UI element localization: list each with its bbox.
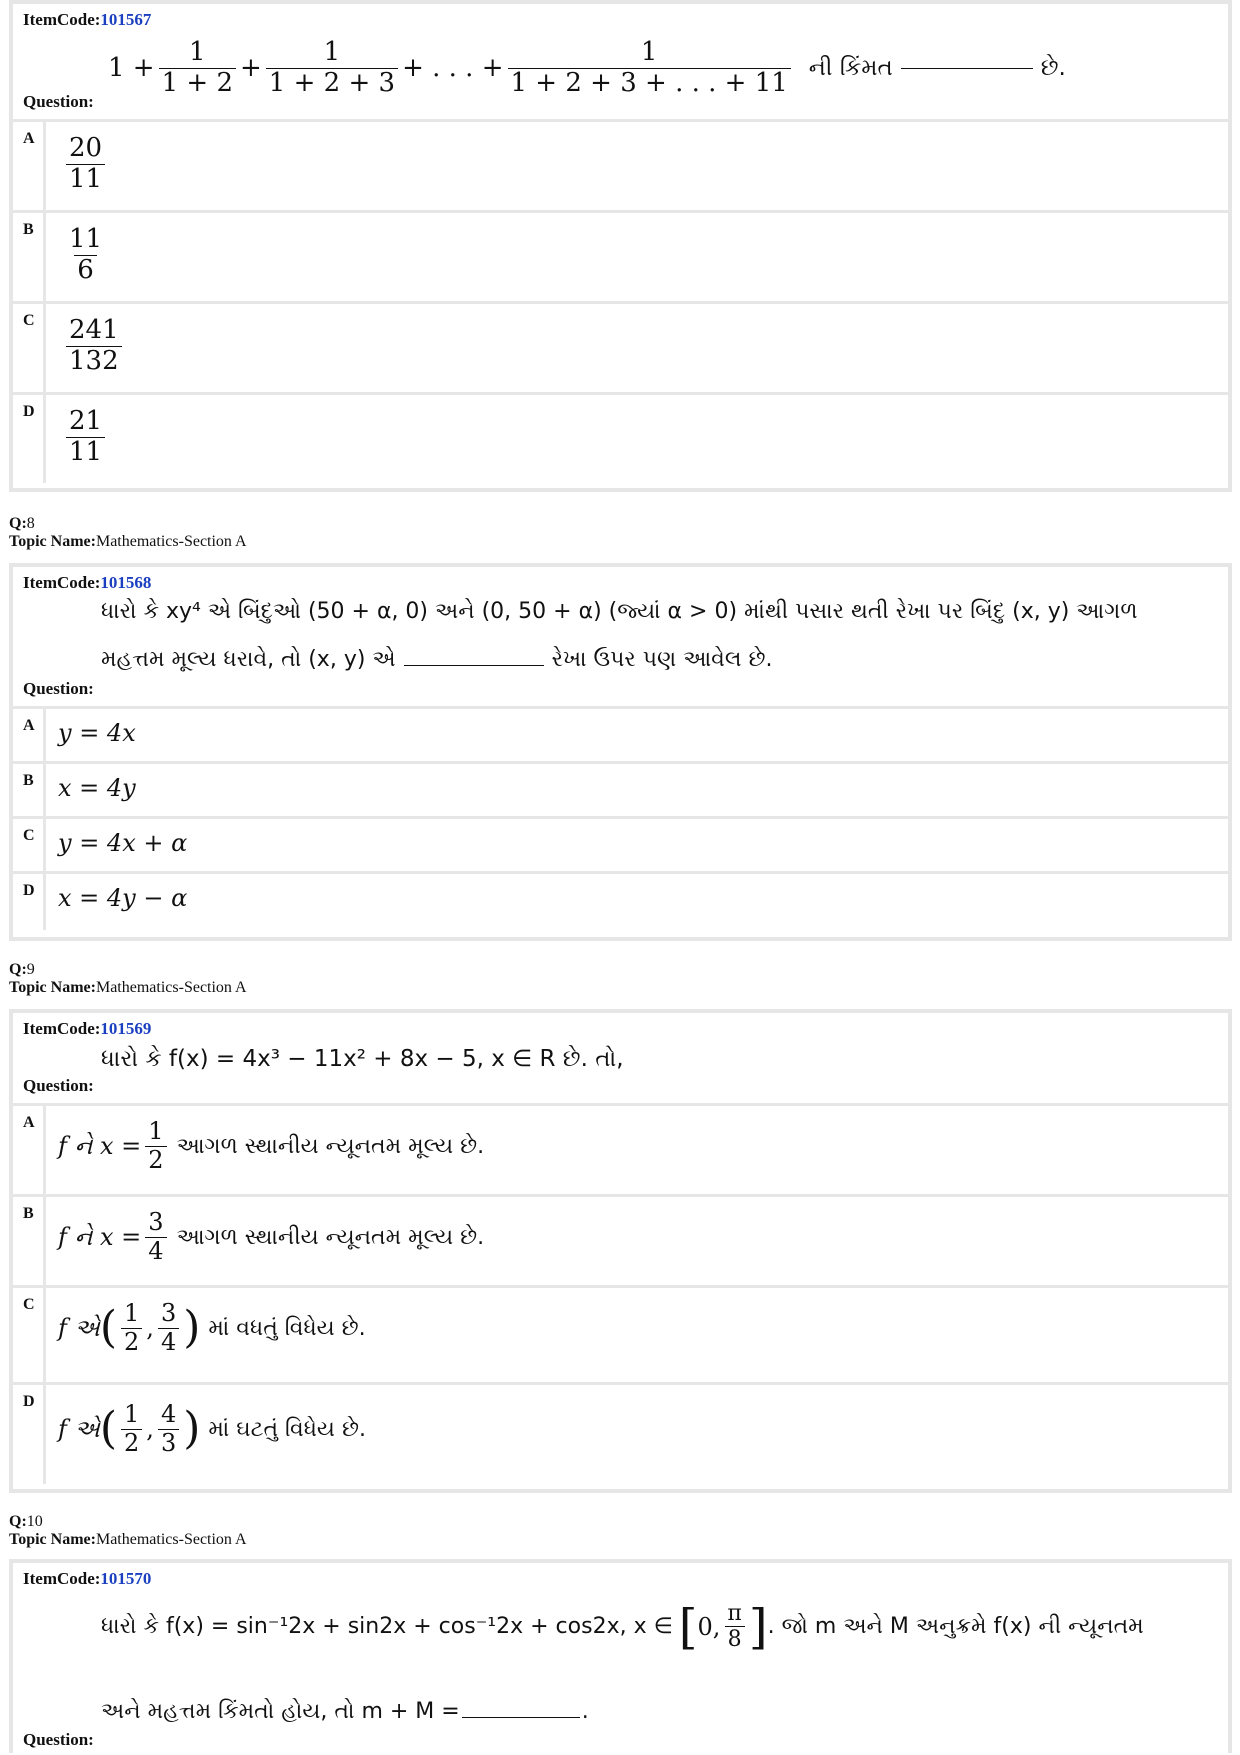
option-letter: C [23, 312, 35, 329]
item-code-value: 101567 [100, 10, 152, 29]
option-letter: C [23, 1296, 35, 1313]
option-value: $\frac{20}{11}$ [66, 134, 105, 195]
option-row-c[interactable] [13, 816, 1228, 871]
question-card-101567 [9, 0, 1232, 492]
fraction: $\frac{1}{1 + 2 + 3}$ [266, 38, 398, 99]
item-code: ItemCode:101568 [23, 573, 152, 592]
question-card-101569 [9, 1009, 1232, 1493]
item-code: ItemCode:101569 [23, 1019, 152, 1038]
question-number: 9 [26, 961, 35, 978]
option-row-c[interactable] [13, 301, 1228, 392]
question-text-line1: ધારો કે f(x) = sin⁻¹2x + sin2x + cos⁻¹2x + cos2x, x ∈ [ 0, $\frac{\pi}{8}$ ] . જો m અને M અનુક્રમે f(x) ની ન્યૂનતમ [101, 1598, 1144, 1655]
option-value: x = 4y [58, 774, 136, 802]
item-code: ItemCode:101570 [23, 1569, 152, 1588]
item-code: ItemCode:101567 [23, 10, 152, 29]
option-row-d[interactable] [13, 871, 1228, 930]
answer-blank [901, 67, 1033, 69]
option-value: f ને x = $\frac{3}{4}$ આગળ સ્થાનીય ન્યૂનતમ મૂલ્ય છે. [58, 1208, 485, 1265]
question-text: 1 + $\frac{1}{1 + 2}$ + $\frac{1}{1 + 2 + 3}$ + . . . + $\frac{1}{1 + 2 + 3 + . . . + 11}$ ની કિંમત છે. [108, 37, 1066, 98]
option-letter: A [23, 1114, 35, 1131]
question-text: ધારો કે f(x) = 4x³ − 11x² + 8x − 5, x ∈ R છે. તો, [101, 1046, 624, 1072]
answer-blank [462, 1716, 580, 1718]
option-row-b[interactable] [13, 210, 1228, 301]
question-header-9: Q:9 Topic Name:Mathematics-Section A [9, 961, 247, 996]
option-letter: B [23, 221, 34, 238]
answer-blank [404, 664, 544, 666]
question-text-line1: ધારો કે xy⁴ એ બિંદુઓ (50 + α, 0) અને (0, 50 + α) (જ્યાં α > 0) માંથી પસાર થતી રેખા પર બિંદુ (x, y) આગળ [101, 599, 1138, 624]
topic-name: Mathematics-Section A [95, 979, 247, 996]
option-value: f એ ( $\frac{1}{2}$ , $\frac{3}{4}$ ) માં વધતું વિધેય છે. [58, 1299, 366, 1356]
item-code-value: 101570 [100, 1569, 152, 1588]
question-label: Question: [23, 679, 94, 698]
option-letter: A [23, 717, 35, 734]
option-value: f ને x = $\frac{1}{2}$ આગળ સ્થાનીય ન્યૂનતમ મૂલ્ય છે. [58, 1117, 485, 1174]
question-header-10: Q:10 Topic Name:Mathematics-Section A [9, 1513, 247, 1548]
question-text-line2: અને મહત્તમ કિંમતો હોય, તો m + M = . [101, 1699, 589, 1724]
option-value: y = 4x [58, 719, 136, 747]
question-number: 8 [26, 515, 35, 532]
option-row-a[interactable] [13, 706, 1228, 761]
option-value: y = 4x + α [58, 829, 188, 857]
option-value: $\frac{11}{6}$ [69, 224, 103, 285]
option-row-b[interactable] [13, 761, 1228, 816]
option-row-a[interactable] [13, 1103, 1228, 1194]
option-value: $\frac{21}{11}$ [66, 407, 105, 468]
item-code-value: 101569 [100, 1019, 152, 1038]
option-value: f એ ( $\frac{1}{2}$ , $\frac{4}{3}$ ) માં ઘટતું વિધેય છે. [58, 1400, 366, 1457]
option-row-c[interactable] [13, 1285, 1228, 1382]
option-letter: C [23, 827, 35, 844]
option-letter: B [23, 1205, 34, 1222]
topic-name: Mathematics-Section A [95, 533, 247, 550]
topic-name: Mathematics-Section A [95, 1531, 247, 1548]
fraction: $\frac{1}{1 + 2}$ [159, 38, 236, 99]
option-value: $\frac{241}{132}$ [66, 316, 122, 377]
option-row-a[interactable] [13, 119, 1228, 210]
option-letter: A [23, 130, 35, 147]
question-label: Question: [23, 1076, 94, 1095]
fraction: $\frac{1}{1 + 2 + 3 + . . . + 11}$ [508, 38, 791, 99]
option-letter: D [23, 403, 35, 420]
question-label: Question: [23, 1730, 94, 1749]
question-text-line2: મહત્તમ મૂલ્ય ધરાવે, તો (x, y) એ રેખા ઉપર પણ આવેલ છે. [101, 647, 773, 672]
option-letter: B [23, 772, 34, 789]
question-card-101570 [9, 1559, 1232, 1753]
question-header-8: Q:8 Topic Name:Mathematics-Section A [9, 515, 247, 550]
item-code-value: 101568 [100, 573, 152, 592]
option-row-d[interactable] [13, 392, 1228, 483]
option-row-b[interactable] [13, 1194, 1228, 1285]
question-card-101568 [9, 563, 1232, 941]
option-value: x = 4y − α [58, 884, 188, 912]
option-letter: D [23, 882, 35, 899]
option-letter: D [23, 1393, 35, 1410]
question-label: Question: [23, 92, 94, 111]
option-row-d[interactable] [13, 1382, 1228, 1484]
question-number: 10 [26, 1513, 43, 1530]
